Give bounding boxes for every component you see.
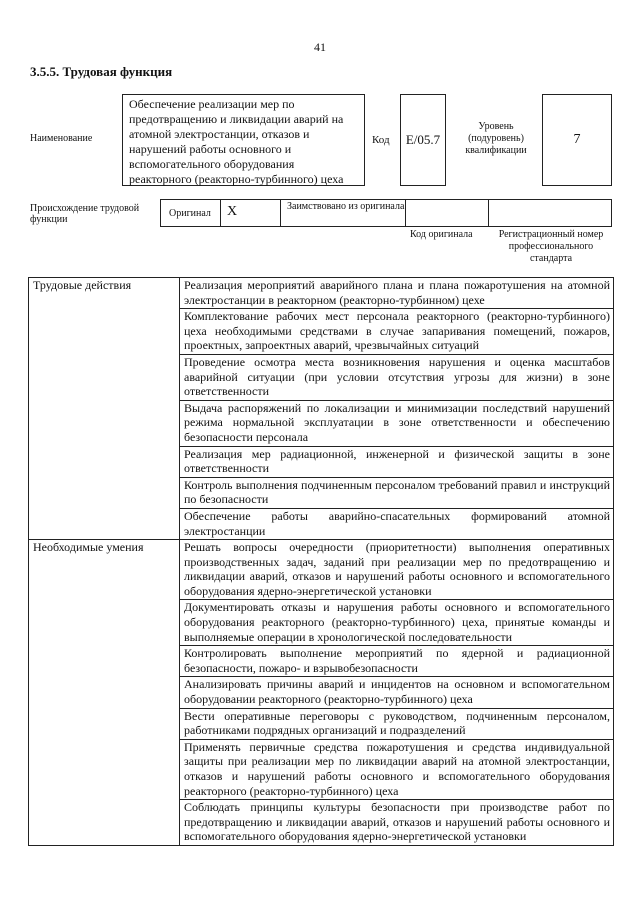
item-cell: Вести оперативные переговоры с руководством, подчиненным персоналом, работниками подрядных организаций и подразделений — [180, 708, 614, 739]
level-value-box — [542, 94, 612, 186]
item-cell: Контроль выполнения подчиненным персоналом требований правил и инструкций по безопасности — [180, 477, 614, 508]
item-cell: Контролировать выполнение мероприятий по ядерной и радиационной безопасности, пожаро- и взрывобезопасности — [180, 646, 614, 677]
item-cell: Применять первичные средства пожаротушения и средства индивидуальной защиты при реализации мер по ликвидации аварий на атомной электростанции, отказов и нарушений работы основного и вспомогательного оборудования реакторного (реакторно-турбинного) цеха — [180, 739, 614, 799]
function-table — [28, 277, 614, 846]
item-cell: Реализация мер радиационной, инженерной и физической защиты в зоне ответственности — [180, 446, 614, 477]
item-cell: Комплектование рабочих мест персонала реакторного (реакторно-турбинного) цеха необходимыми средствами в случае запаривания помещений, пожаров, проектных, запроектных аварий, чрезвычайных ситуаций — [180, 309, 614, 355]
reg-number-label: Регистрационный номер профессионального стандарта — [498, 229, 604, 264]
code-value: E/05.7 — [405, 132, 441, 147]
original-code-label: Код оригинала — [410, 229, 473, 240]
page-number: 41 — [314, 40, 326, 54]
borrowed-label: Заимствовано из оригинала — [281, 200, 406, 226]
item-cell: Проведение осмотра места возникновения нарушения и оценка масштабов аварийной ситуации (при условии отсутствия угрозы для жизни) в зоне ответственности — [180, 354, 614, 400]
section-title: 3.5.5. Трудовая функция — [30, 64, 173, 79]
item-cell: Документировать отказы и нарушения работы основного и вспомогательного оборудования реакторного (реакторно-турбинного) цеха, принятые команды и выполняемые операции в хронологической последовательности — [180, 600, 614, 646]
item-cell: Анализировать причины аварий и инцидентов на основном и вспомогательном оборудовании реакторного (реакторно-турбинного) цеха — [180, 677, 614, 708]
table-row — [29, 278, 614, 309]
item-cell: Выдача распоряжений по локализации и минимизации последствий нарушений режима нормальной эксплуатации в зоне ответственности и обеспечению безопасности персонала — [180, 400, 614, 446]
section-title-cell: Необходимые умения — [29, 540, 180, 846]
item-cell: Реализация мероприятий аварийного плана и плана пожаротушения на атомной электростанции в реакторном (реакторно-турбинном) цехе — [180, 278, 614, 309]
origin-label: Происхождение трудовой функции — [30, 203, 140, 225]
name-label: Наименование — [30, 133, 93, 144]
item-cell: Обеспечение работы аварийно-спасательных формирований атомной электростанции — [180, 508, 614, 539]
original-label: Оригинал — [161, 200, 221, 226]
original-mark: X — [221, 200, 281, 226]
code-label: Код — [372, 134, 390, 146]
original-code-cell — [406, 200, 489, 226]
reg-number-cell — [489, 200, 611, 226]
item-cell: Соблюдать принципы культуры безопасности при производстве работ по предотвращению и ликвидации аварий, отказов и нарушений работы основного и вспомогательного оборудования ядерно-энергетической установки — [180, 800, 614, 846]
level-value: 7 — [573, 132, 581, 147]
code-value-box — [400, 94, 446, 186]
origin-row — [160, 199, 612, 227]
table-row — [29, 540, 614, 600]
function-name-box: Обеспечение реализации мер по предотвращению и ликвидации аварий на атомной электростанции, отказов и нарушений работы основного и вспомогательного оборудования реакторного (реакторно-турбинного) цеха — [122, 94, 365, 186]
level-label: Уровень (подуровень) квалификации — [465, 121, 527, 156]
item-cell: Решать вопросы очередности (приоритетности) выполнения оперативных производственных задач, заданий при реализации мер по предотвращению и ликвидации аварий, отказов и нарушений работы основного и вспомогательного оборудования ядерно-энергетической установки — [180, 540, 614, 600]
section-title-cell: Трудовые действия — [29, 278, 180, 540]
